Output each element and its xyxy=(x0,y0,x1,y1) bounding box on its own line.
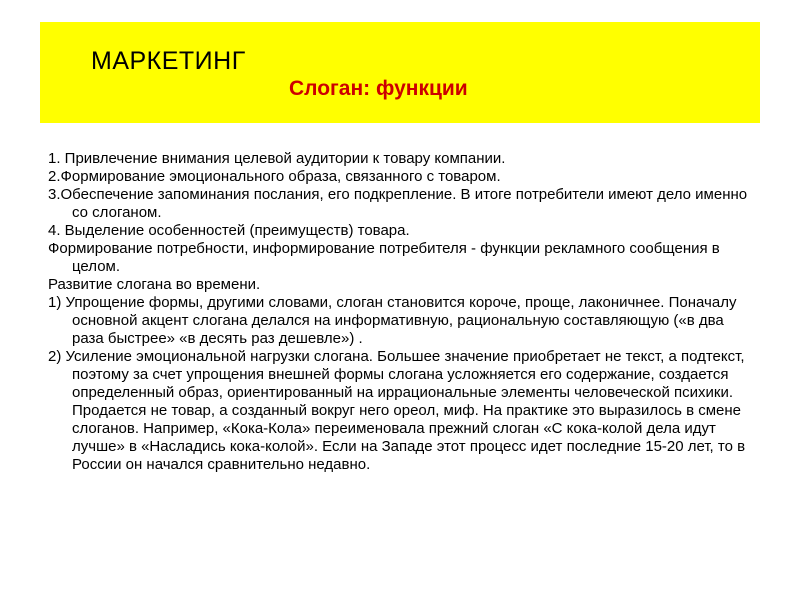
header-banner xyxy=(40,22,760,123)
header-subtitle: Слоган: функции xyxy=(289,77,468,100)
paragraph-7: 1) Упрощение формы, другими словами, слоган становится короче, проще, лаконичнее. Поначалу основной акцент слогана делался на информативную, рациональную составляющую («в два раза быстрее» «в десять раз дешевле») . xyxy=(48,294,737,347)
paragraph-8: 2) Усиление эмоциональной нагрузки слогана. Большее значение приобретает не текст, а подтекст, поэтому за счет упрощения внешней формы слогана усложняется его содержание, создается определенный образ, ориентированный на иррациональные элементы человеческой психики. Продается не товар, а созданный вокруг него ореол, миф. На практике это выразилось в смене слоганов. Например, «Кока-Кола» переименовала прежний слоган «С кока-колой дела идут лучше» в «Насладись кока-колой». Если на Западе этот процесс идет последние 15-20 лет, то в России он начался сравнительно недавно. xyxy=(48,348,746,473)
content-body xyxy=(48,150,748,474)
paragraph-2: 2.Формирование эмоционального образа, связанного с товаром. xyxy=(48,168,501,185)
paragraph-4: 4. Выделение особенностей (преимуществ) товара. xyxy=(48,222,410,239)
paragraph-5: Формирование потребности, информирование потребителя - функции рекламного сообщения в целом. xyxy=(48,240,720,275)
paragraph-1: 1. Привлечение внимания целевой аудитории к товару компании. xyxy=(48,150,506,167)
paragraph-6: Развитие слогана во времени. xyxy=(48,276,261,293)
paragraph-3: 3.Обеспечение запоминания послания, его подкрепление. В итоге потребители имеют дело именно со слоганом. xyxy=(48,186,748,221)
header-title: МАРКЕТИНГ xyxy=(91,47,246,75)
